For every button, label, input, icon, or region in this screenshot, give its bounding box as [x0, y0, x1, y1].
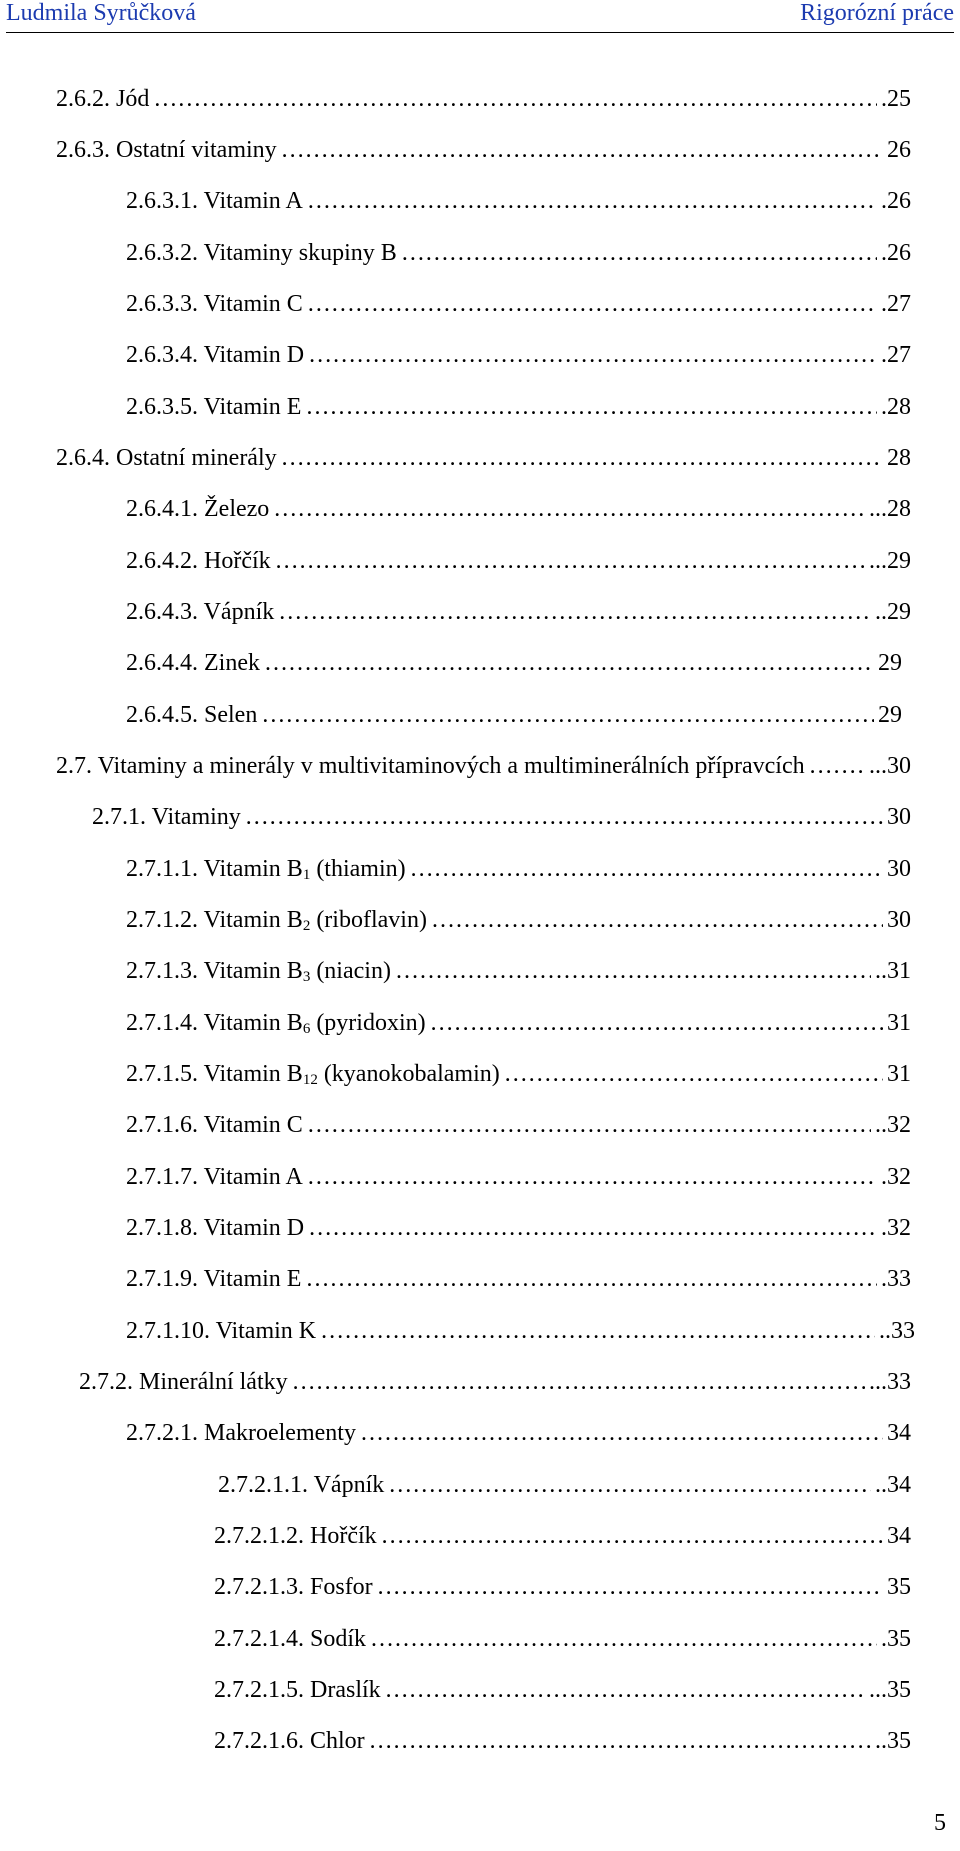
toc-entry-number: 2.6.3.2. [126, 240, 198, 266]
toc-dot-leader [308, 339, 877, 371]
toc-entry-label [56, 134, 277, 166]
toc-entry-label [126, 185, 303, 217]
toc-entry-page: 26 [887, 137, 911, 163]
toc-entry-title: Sodík [310, 1626, 367, 1652]
toc-entry[interactable] [56, 442, 911, 474]
toc-entry-number: 2.6.3.4. [126, 342, 198, 368]
toc-entry-label [214, 1520, 377, 1552]
toc-entry-title: Vitamin B [203, 1061, 303, 1087]
toc-entry-number: 2.6.4.3. [126, 599, 198, 625]
toc-entry[interactable] [126, 904, 911, 936]
toc-entry[interactable] [126, 237, 911, 269]
toc-dot-leader [275, 545, 865, 577]
toc-entry-number: 2.6.4. [56, 445, 110, 471]
toc-entry-page: 29 [878, 650, 902, 676]
toc-entry-label [126, 545, 271, 577]
toc-entry-number: 2.7.1.10. [126, 1318, 210, 1344]
toc-dot-leader [430, 1007, 883, 1039]
toc-entry-number: 2.7.1.2. [126, 907, 198, 933]
toc-dot-leader [305, 1263, 877, 1295]
toc-entry-label [126, 853, 406, 885]
toc-entry[interactable] [126, 1263, 911, 1295]
toc-dot-leader [245, 801, 883, 833]
toc-entry[interactable] [92, 801, 911, 833]
toc-entry-page: .32 [881, 1164, 911, 1190]
toc-entry-page: ..35 [875, 1728, 911, 1754]
toc-entry-page: 34 [887, 1420, 911, 1446]
toc-entry-page: .33 [881, 1266, 911, 1292]
toc-entry[interactable] [126, 1161, 911, 1193]
toc-dot-leader [360, 1417, 883, 1449]
toc-dot-leader [292, 1366, 865, 1398]
toc-dot-leader [305, 391, 877, 423]
toc-dot-leader [395, 955, 871, 987]
toc-entry-title: Hořčík [310, 1523, 377, 1549]
toc-entry-title: Vitamin B [203, 958, 303, 984]
toc-entry-page: ...35 [869, 1677, 911, 1703]
toc-entry-title: Železo [204, 496, 270, 522]
toc-entry-title-suffix: (thiamin) [310, 856, 406, 882]
toc-entry-title: Vitamin B [203, 907, 303, 933]
toc-entry-label [126, 1212, 304, 1244]
toc-entry-title: Vitamin C [203, 291, 303, 317]
toc-entry[interactable] [56, 134, 911, 166]
toc-entry-label [126, 699, 257, 731]
toc-entry-title: Makroelementy [204, 1420, 356, 1446]
toc-entry[interactable] [214, 1571, 911, 1603]
toc-entry-page: ..29 [875, 599, 911, 625]
toc-entry-title: Vitamin K [215, 1318, 317, 1344]
toc-entry-subscript: 2 [302, 918, 311, 934]
toc-dot-leader [377, 1571, 883, 1603]
toc-entry-title: Vitamin D [203, 342, 305, 368]
toc-entry[interactable] [214, 1725, 911, 1757]
toc-entry-number: 2.7.1.3. [126, 958, 198, 984]
toc-entry-label [79, 1366, 288, 1398]
toc-entry-page: ..31 [875, 958, 911, 984]
toc-entry-number: 2.6.3.5. [126, 394, 198, 420]
toc-entry-title: Vitaminy skupiny B [203, 240, 397, 266]
toc-entry-page: ..33 [879, 1318, 915, 1344]
toc-entry-title: Vitaminy a minerály v multivitaminových a multiminerálních přípravcích [97, 753, 805, 779]
toc-dot-leader [273, 493, 865, 525]
toc-entry-label [126, 1315, 316, 1347]
toc-entry[interactable] [126, 1315, 915, 1347]
toc-entry-page: 34 [887, 1523, 911, 1549]
toc-entry-page: .27 [881, 342, 911, 368]
toc-dot-leader [381, 1520, 883, 1552]
toc-entry-page: .26 [881, 188, 911, 214]
toc-entry[interactable] [126, 1109, 911, 1141]
toc-entry-label [126, 955, 391, 987]
toc-entry-title: Hořčík [204, 548, 271, 574]
toc-dot-leader [431, 904, 883, 936]
toc-entry-number: 2.7.1.6. [126, 1112, 198, 1138]
toc-entry-number: 2.6.3.1. [126, 188, 198, 214]
toc-entry-label [214, 1571, 373, 1603]
toc-entry-label [126, 1007, 426, 1039]
toc-entry-subscript: 6 [302, 1021, 311, 1037]
toc-entry-number: 2.7.1.7. [126, 1164, 198, 1190]
toc-dot-leader [264, 647, 874, 679]
toc-entry-label [126, 647, 260, 679]
toc-entry[interactable] [214, 1623, 911, 1655]
toc-entry-number: 2.7.1.5. [126, 1061, 198, 1087]
toc-entry-label [126, 1417, 356, 1449]
toc-entry-title: Minerální látky [139, 1369, 288, 1395]
toc-entry-label [214, 1674, 381, 1706]
toc-entry-subscript: 12 [302, 1072, 318, 1088]
toc-dot-leader [369, 1725, 871, 1757]
toc-dot-leader [385, 1674, 865, 1706]
toc-entry-number: 2.7. [56, 753, 92, 779]
toc-entry[interactable] [126, 1007, 911, 1039]
toc-entry-page: 31 [887, 1061, 911, 1087]
toc-dot-leader [370, 1623, 877, 1655]
toc-dot-leader [307, 288, 877, 320]
toc-entry-label [126, 1058, 500, 1090]
page-number: 5 [934, 1810, 946, 1836]
toc-entry-number: 2.7.1. [92, 804, 146, 830]
toc-entry-number: 2.6.4.5. [126, 702, 198, 728]
toc-dot-leader [410, 853, 883, 885]
toc-entry-page: 30 [887, 804, 911, 830]
toc-entry[interactable] [126, 647, 902, 679]
toc-entry-label [126, 237, 397, 269]
toc-entry-page: .25 [881, 86, 911, 112]
toc-entry-page: .26 [881, 240, 911, 266]
toc-entry-number: 2.6.3.3. [126, 291, 198, 317]
toc-entry-label [126, 339, 304, 371]
toc-entry[interactable] [126, 699, 902, 731]
toc-entry-label [218, 1469, 384, 1501]
toc-entry-title: Vitamin E [203, 394, 302, 420]
toc-entry-label [126, 596, 274, 628]
toc-entry[interactable] [126, 185, 911, 217]
toc-entry-label [126, 1109, 303, 1141]
toc-entry-page: .28 [881, 394, 911, 420]
toc-entry-label [92, 801, 241, 833]
toc-entry-page: ..34 [875, 1472, 911, 1498]
toc-entry[interactable] [126, 493, 911, 525]
toc-entry-page: 35 [887, 1574, 911, 1600]
toc-entry-label [214, 1623, 366, 1655]
toc-entry-number: 2.7.2. [79, 1369, 133, 1395]
toc-dot-leader [281, 442, 883, 474]
toc-entry-number: 2.6.4.4. [126, 650, 198, 676]
toc-entry-page: .35 [881, 1626, 911, 1652]
toc-entry-number: 2.6.4.1. [126, 496, 198, 522]
toc-entry-title-suffix: (kyanokobalamin) [317, 1061, 500, 1087]
toc-dot-leader [278, 596, 871, 628]
toc-entry[interactable] [126, 391, 911, 423]
toc-entry-title: Vitamin E [203, 1266, 302, 1292]
toc-entry-number: 2.7.1.8. [126, 1215, 198, 1241]
toc-dot-leader [809, 750, 865, 782]
toc-entry-title: Vápník [313, 1472, 385, 1498]
toc-entry-page: ...28 [869, 496, 911, 522]
toc-entry-title-suffix: (riboflavin) [310, 907, 427, 933]
toc-dot-leader [307, 185, 877, 217]
toc-entry-title: Vitamin B [203, 1010, 303, 1036]
header-document-type: Rigorózní práce [800, 0, 954, 26]
toc-entry-number: 2.7.2.1.1. [218, 1472, 308, 1498]
toc-entry-title: Vitamin A [203, 188, 303, 214]
toc-entry-title: Vitamin D [203, 1215, 305, 1241]
toc-dot-leader [504, 1058, 883, 1090]
toc-entry-title: Draslík [310, 1677, 381, 1703]
toc-entry-page: 28 [887, 445, 911, 471]
toc-entry-page: .32 [881, 1215, 911, 1241]
toc-entry-number: 2.6.4.2. [126, 548, 198, 574]
toc-entry-title-suffix: (pyridoxin) [310, 1010, 426, 1036]
running-header [6, 0, 954, 33]
toc-entry-page: .27 [881, 291, 911, 317]
toc-entry[interactable] [214, 1520, 911, 1552]
toc-dot-leader [261, 699, 874, 731]
toc-entry-number: 2.7.2.1. [126, 1420, 198, 1446]
toc-entry[interactable] [56, 750, 911, 782]
toc-entry[interactable] [126, 288, 911, 320]
toc-dot-leader [153, 83, 877, 115]
toc-entry[interactable] [79, 1366, 911, 1398]
toc-entry[interactable] [126, 1417, 911, 1449]
toc-entry[interactable] [126, 596, 911, 628]
toc-entry-label [56, 750, 805, 782]
toc-entry-title: Jód [116, 86, 150, 112]
toc-entry-subscript: 1 [302, 867, 311, 883]
toc-entry-number: 2.6.3. [56, 137, 110, 163]
toc-entry[interactable] [218, 1469, 911, 1501]
toc-entry-number: 2.7.2.1.5. [214, 1677, 304, 1703]
toc-entry[interactable] [126, 1212, 911, 1244]
toc-dot-leader [320, 1315, 875, 1347]
toc-dot-leader [307, 1109, 871, 1141]
toc-entry-title: Chlor [310, 1728, 365, 1754]
toc-entry-number: 2.7.2.1.3. [214, 1574, 304, 1600]
toc-entry-title: Vápník [203, 599, 275, 625]
toc-entry-number: 2.7.2.1.4. [214, 1626, 304, 1652]
toc-entry-title-suffix: (niacin) [310, 958, 391, 984]
toc-entry[interactable] [126, 339, 911, 371]
toc-entry[interactable] [126, 955, 911, 987]
toc-entry-label [56, 83, 149, 115]
toc-entry[interactable] [56, 83, 911, 115]
toc-entry-label [126, 1263, 301, 1295]
toc-dot-leader [307, 1161, 877, 1193]
toc-entry-page: 31 [887, 1010, 911, 1036]
toc-entry-title: Vitamin C [203, 1112, 303, 1138]
toc-entry-page: ...29 [869, 548, 911, 574]
toc-entry-number: 2.6.2. [56, 86, 110, 112]
toc-entry-label [126, 904, 427, 936]
toc-entry[interactable] [126, 853, 911, 885]
toc-entry-title: Vitamin A [203, 1164, 303, 1190]
toc-entry-number: 2.7.2.1.2. [214, 1523, 304, 1549]
toc-entry-title: Ostatní minerály [116, 445, 277, 471]
toc-entry[interactable] [126, 545, 911, 577]
toc-entry-title: Ostatní vitaminy [116, 137, 277, 163]
toc-entry-page: ...30 [869, 753, 911, 779]
toc-entry-label [126, 391, 301, 423]
toc-entry-subscript: 3 [302, 969, 311, 985]
toc-entry-label [126, 1161, 303, 1193]
toc-entry-page: 29 [878, 702, 902, 728]
toc-entry-title: Vitaminy [151, 804, 241, 830]
toc-entry-page: 30 [887, 856, 911, 882]
toc-entry-number: 2.7.1.9. [126, 1266, 198, 1292]
toc-entry-page: ...33 [869, 1369, 911, 1395]
toc-dot-leader [281, 134, 883, 166]
header-author: Ludmila Syrůčková [6, 0, 196, 26]
toc-entry-title: Zinek [204, 650, 260, 676]
toc-dot-leader [388, 1469, 871, 1501]
toc-entry-label [126, 493, 269, 525]
toc-entry-label [214, 1725, 365, 1757]
toc-entry-label [126, 288, 303, 320]
toc-entry[interactable] [126, 1058, 911, 1090]
toc-entry-title: Selen [204, 702, 258, 728]
toc-entry-number: 2.7.1.4. [126, 1010, 198, 1036]
toc-entry-title: Vitamin B [203, 856, 303, 882]
toc-dot-leader [401, 237, 877, 269]
toc-dot-leader [308, 1212, 877, 1244]
toc-entry-title: Fosfor [310, 1574, 373, 1600]
toc-entry[interactable] [214, 1674, 911, 1706]
toc-entry-page: 30 [887, 907, 911, 933]
toc-entry-page: ..32 [875, 1112, 911, 1138]
toc-entry-label [56, 442, 277, 474]
toc-entry-number: 2.7.2.1.6. [214, 1728, 304, 1754]
toc-entry-number: 2.7.1.1. [126, 856, 198, 882]
